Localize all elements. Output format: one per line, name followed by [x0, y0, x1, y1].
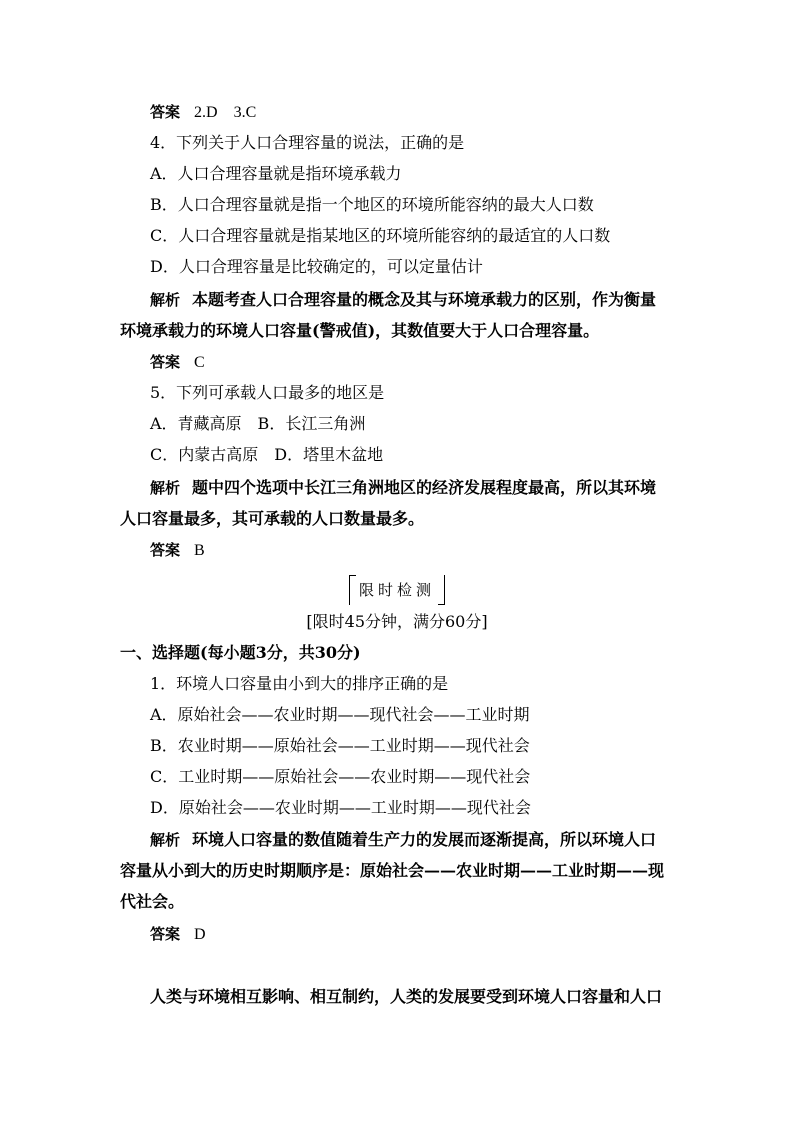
answer-label: 答案: [150, 353, 181, 371]
section-title-wrap: [0, 578, 794, 602]
section-question-1-answer: [150, 924, 206, 945]
question-4-analysis-line-1: 解析 本题考查人口合理容量的概念及其与环境承载力的区别，作为衡量: [150, 290, 657, 309]
question-5-options-ab: A．青藏高原 B．长江三角洲: [150, 414, 366, 433]
analysis-label: 解析: [150, 831, 181, 849]
section-question-1-option-d: D．原始社会——农业时期——工业时期——现代社会: [150, 798, 531, 817]
question-5-analysis-line-1: 解析 题中四个选项中长江三角洲地区的经济发展程度最高，所以其环境: [150, 478, 657, 497]
section-question-1-stem: 1．环境人口容量由小到大的排序正确的是: [150, 674, 449, 693]
question-5-analysis-line-2: 人口容量最多，其可承载的人口数量最多。: [120, 509, 425, 528]
question-5-stem: 5．下列可承载人口最多的地区是: [150, 383, 385, 402]
answer-value: C: [194, 354, 205, 371]
section-question-1-option-c: C．工业时期——原始社会——农业时期——现代社会: [150, 767, 531, 786]
section-question-1-option-a: A．原始社会——农业时期——现代社会——工业时期: [150, 705, 530, 724]
question-4-stem: 4．下列关于人口合理容量的说法，正确的是: [150, 133, 465, 152]
question-5-options-cd: C．内蒙古高原 D．塔里木盆地: [150, 445, 384, 464]
question-4-analysis-line-2: 环境承载力的环境人口容量(警戒值)，其数值要大于人口合理容量。: [120, 321, 600, 340]
question-4-option-a: A．人口合理容量就是指环境承载力: [150, 164, 402, 183]
answer-value: D: [194, 926, 206, 943]
analysis-label: 解析: [150, 291, 181, 309]
answer-label: 答案: [150, 541, 181, 559]
question-4-option-c: C．人口合理容量就是指某地区的环境所能容纳的最适宜的人口数: [150, 226, 611, 245]
answer-label: 答案: [150, 925, 181, 943]
part-heading: 一、选择题(每小题3分，共30分): [120, 643, 361, 662]
section-question-1-analysis-line-1: 解析 环境人口容量的数值随着生产力的发展而逐渐提高，所以环境人口: [150, 830, 657, 849]
section-question-1-analysis-line-2: 容量从小到大的历史时期顺序是：原始社会——农业时期——工业时期——现: [120, 861, 665, 880]
question-4-option-d: D．人口合理容量是比较确定的，可以定量估计: [150, 257, 483, 276]
tail-paragraph: 人类与环境相互影响、相互制约，人类的发展要受到环境人口容量和人口: [150, 987, 663, 1006]
answer-line-2-3: [150, 102, 256, 123]
answer-value: 2.D 3.C: [194, 104, 257, 121]
analysis-label: 解析: [150, 479, 181, 497]
section-subtitle: [限时45分钟，满分60分]: [306, 612, 488, 631]
answer-label: 答案: [150, 103, 181, 121]
answer-value: B: [194, 542, 205, 559]
question-5-answer: [150, 540, 205, 561]
question-4-answer: [150, 352, 205, 373]
section-question-1-analysis-line-3: 代社会。: [120, 892, 185, 911]
question-4-option-b: B．人口合理容量就是指一个地区的环境所能容纳的最大人口数: [150, 195, 594, 214]
section-title: 限时检测: [349, 578, 445, 602]
section-question-1-option-b: B．农业时期——原始社会——工业时期——现代社会: [150, 736, 530, 755]
